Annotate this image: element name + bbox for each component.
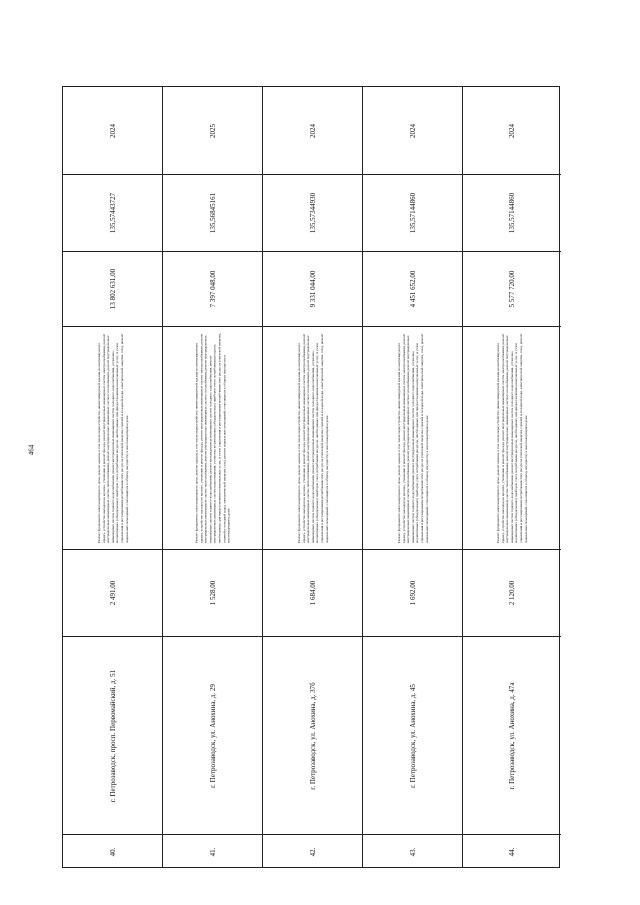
work-description: Ремонт фундамента многоквартирного дома, ремонт крыши, в том числе переустройство невентилируемой крыши на вентилируемую крышу, устройство выходов на кровлю, утепление и ремонт фасада, ремонт внутридомовых инженерных систем электроснабжения, ремонт внутридомовых инженерных систем теплоснабжения, ремонт внутридомовых инженерных систем газоснабжения, ремонт внутридомовых инженерных систем горячего водоснабжения, ремонт внутридомовых инженерных систем холодного водоснабжения, ремонт внутридомовых инженерных систем водоотведения, установка коллективных (общедомовых) приборов учета потребления ресурсов, необходимых для предоставления коммунальных услуг, и узлов управления и регулирования потребления этих ресурсов (тепловой энергии, горячей и холодной воды, электрической энергии, газа), ремонт подвальных помещений, относящихся к общему имуществу в многоквартирном доме [194,333,231,543]
year: 2024 [108,123,117,138]
cost-cell [463,251,561,326]
table-row [263,87,363,867]
description-cell [163,326,262,549]
unit-cost-cell [363,174,462,251]
work-description: Ремонт фундамента многоквартирного дома, ремонт крыши, в том числе переустройство невентилируемой крыши на вентилируемую крышу, устройство выходов на кровлю, утепление и ремонт фасада, ремонт внутридомовых инженерных систем электроснабжения, ремонт внутридомовых инженерных систем теплоснабжения, ремонт внутридомовых инженерных систем газоснабжения, ремонт внутридомовых инженерных систем горячего водоснабжения, ремонт внутридомовых инженерных систем холодного водоснабжения, установка коллективных (общедомовых) приборов учета потребления ресурсов, необходимых для предоставления коммунальных услуг, и узлов управления и регулирования потребления этих ресурсов (тепловой энергии, горячей и холодной воды, электрической энергии, газа), ремонт подвальных помещений, относящихся к общему имуществу в многоквартирном доме [296,333,328,543]
cost: 13 802 631,00 [108,268,117,310]
unit-cost: 135,57144860 [408,192,417,234]
area-cell [463,549,561,636]
cost: 4 451 652,00 [408,270,417,308]
year-cell [63,87,162,174]
cost: 7 397 048,00 [208,270,217,308]
work-description: Ремонт фундамента многоквартирного дома, ремонт крыши, в том числе переустройство невентилируемой крыши на вентилируемую крышу, устройство выходов на кровлю, утепление и ремонт фасада, ремонт внутридомовых инженерных систем электроснабжения, ремонт внутридомовых инженерных систем теплоснабжения, ремонт внутридомовых инженерных систем газоснабжения, ремонт внутридомовых инженерных систем горячего водоснабжения, ремонт внутридомовых инженерных систем холодного водоснабжения, установка коллективных (общедомовых) приборов учета потребления ресурсов, необходимых для предоставления коммунальных услуг, и узлов управления и регулирования потребления этих ресурсов (тепловой энергии, горячей и холодной воды, электрической энергии, газа), ремонт подвальных помещений, относящихся к общему имуществу в многоквартирном доме [396,333,428,543]
unit-cost: 135,57443727 [108,192,117,234]
area: 1 692,00 [408,580,417,606]
row-number: 41. [208,847,217,857]
works-table [62,86,560,868]
row-number: 42. [308,847,317,857]
cost: 9 331 044,00 [308,270,317,308]
area: 2 120,00 [508,580,516,606]
table-row [363,87,463,867]
address: г. Петрозаводск, ул. Анохина, д. 37б [308,681,317,790]
address-cell [163,636,262,834]
year-cell [163,87,262,174]
cost-cell [263,251,362,326]
cost-cell [363,251,462,326]
page-number: 464 [27,444,36,456]
year-cell [263,87,362,174]
work-description: Ремонт фундамента многоквартирного дома, ремонт крыши, в том числе переустройство невентилируемой крыши на вентилируемую крышу, устройство выходов на кровлю, утепление и ремонт фасада, ремонт внутридомовых инженерных систем электроснабжения, ремонт внутридомовых инженерных систем теплоснабжения, ремонт внутридомовых инженерных систем газоснабжения, ремонт внутридомовых инженерных систем горячего водоснабжения, ремонт внутридомовых инженерных систем холодного водоснабжения, установка коллективных (общедомовых) приборов учета потребления ресурсов, необходимых для предоставления коммунальных услуг, и узлов управления и регулирования потребления этих ресурсов (тепловой энергии, горячей и холодной воды, электрической энергии, газа), ремонт подвальных помещений, относящихся к общему имуществу в многоквартирном доме [96,333,128,543]
year: 2024 [408,123,417,138]
area-cell [263,549,362,636]
unit-cost: 135,57344930 [308,192,317,234]
year: 2024 [508,123,516,138]
address-cell [63,636,162,834]
unit-cost-cell [63,174,162,251]
year: 2025 [208,123,217,138]
cost: 5 577 720,00 [508,270,516,308]
unit-cost-cell [163,174,262,251]
address: г. Петрозаводск, ул. Анохина, д. 47а [508,682,516,789]
year: 2024 [308,123,317,138]
row-number: 44. [508,847,516,857]
area-cell [63,549,162,636]
cost-cell [163,251,262,326]
cost-cell [63,251,162,326]
address-cell [263,636,362,834]
description-cell [263,326,362,549]
work-description: Ремонт фундамента многоквартирного дома, ремонт крыши, в том числе переустройство невентилируемой крыши на вентилируемую крышу, устройство выходов на кровлю, утепление и ремонт фасада, ремонт внутридомовых инженерных систем электроснабжения, ремонт внутридомовых инженерных систем теплоснабжения, ремонт внутридомовых инженерных систем газоснабжения, ремонт внутридомовых инженерных систем горячего водоснабжения, ремонт внутридомовых инженерных систем холодного водоснабжения, установка коллективных (общедомовых) приборов учета потребления ресурсов, необходимых для предоставления коммунальных услуг, и узлов управления и регулирования потребления этих ресурсов (тепловой энергии, горячей и холодной воды, электрической энергии, газа), ремонт подвальных помещений, относящихся к общему имуществу в многоквартирном доме [495,333,528,543]
number-cell [63,834,162,869]
address: г. Петрозаводск, ул. Анохина, д. 29 [208,683,217,788]
number-cell [263,834,362,869]
area: 1 528,00 [208,580,217,606]
area-cell [363,549,462,636]
area: 1 684,00 [308,580,317,606]
address-cell [463,636,561,834]
number-cell [463,834,561,869]
unit-cost: 135,57144860 [508,192,516,234]
row-number: 40. [108,847,117,857]
table-row [463,87,561,867]
number-cell [163,834,262,869]
description-cell [463,326,561,549]
unit-cost-cell [263,174,362,251]
area-cell [163,549,262,636]
address: г. Петрозаводск, просп. Первомайский, д. 51 [108,669,117,802]
table-row [163,87,263,867]
year-cell [463,87,561,174]
address-cell [363,636,462,834]
row-number: 43. [408,847,417,857]
number-cell [363,834,462,869]
area: 2 491,00 [108,580,117,606]
year-cell [363,87,462,174]
description-cell [63,326,162,549]
address: г. Петрозаводск, ул. Анохина, д. 45 [408,683,417,788]
table-row [63,87,163,867]
unit-cost: 135,56845161 [208,192,217,234]
description-cell [363,326,462,549]
unit-cost-cell [463,174,561,251]
